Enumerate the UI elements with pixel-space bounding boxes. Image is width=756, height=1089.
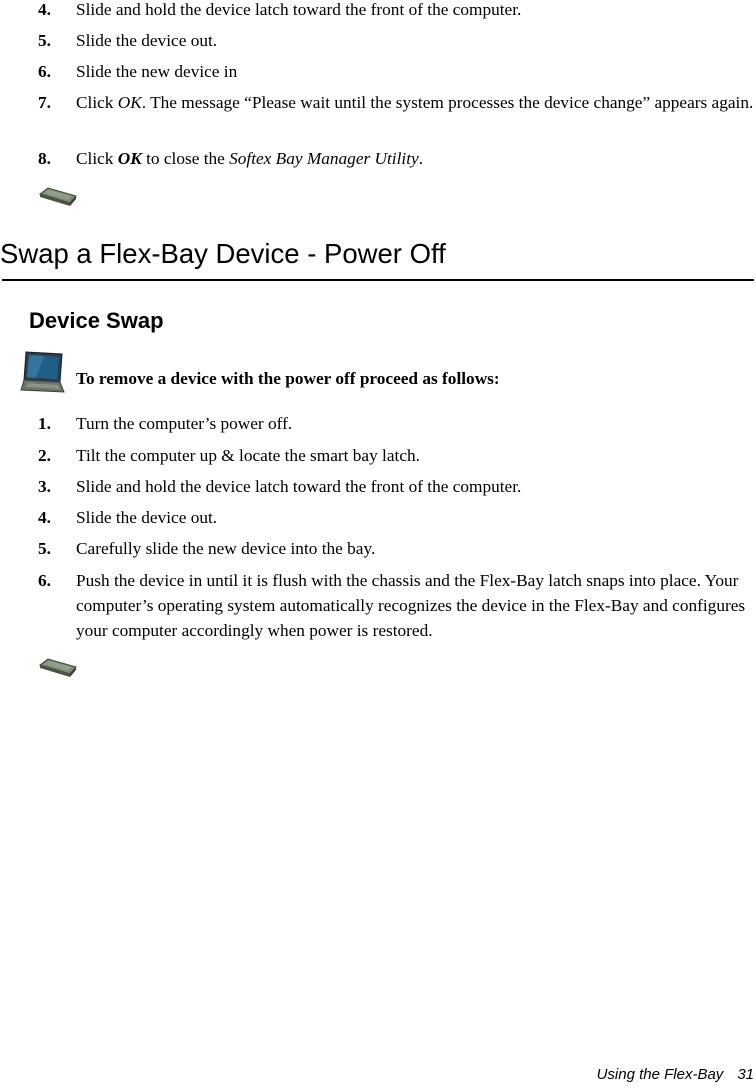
step-text: Tilt the computer up & locate the smart bay latch. [76, 446, 420, 465]
step-number: 7. [38, 93, 51, 112]
step-number: 6. [38, 62, 51, 81]
step-text: Slide and hold the device latch toward the front of the computer. [76, 0, 522, 19]
step-text: Slide the device out. [76, 508, 218, 527]
utility-name: Softex Bay Manager Utility [229, 149, 419, 168]
footer-section-title: Using the Flex-Bay [596, 1066, 724, 1083]
step-number: 5. [38, 31, 51, 50]
step-number: 8. [38, 149, 51, 168]
list-item [38, 568, 754, 643]
step-text-middle: to close the [141, 149, 230, 168]
closed-laptop-icon [38, 656, 78, 680]
list-item [38, 505, 754, 530]
step-text: Slide and hold the device latch toward the front of the computer. [76, 477, 522, 496]
step-number: 6. [38, 571, 51, 590]
step-text-suffix: . [418, 149, 424, 168]
list-item [38, 536, 754, 561]
list-item [38, 90, 754, 115]
page-footer [597, 1065, 754, 1085]
step-text: Slide the new device in [76, 62, 238, 81]
ok-label: OK [117, 93, 142, 112]
step-text: Slide the device out. [76, 31, 218, 50]
step-text: Turn the computer’s power off. [76, 414, 293, 433]
step-number: 4. [38, 0, 51, 19]
list-item [38, 443, 754, 468]
step-text [76, 146, 754, 171]
list-item [38, 411, 754, 436]
step-text [76, 90, 754, 115]
step-number: 2. [38, 446, 51, 465]
step-number: 4. [38, 508, 51, 527]
open-laptop-icon [20, 350, 66, 396]
list-item [38, 0, 754, 22]
step-number: 3. [38, 477, 51, 496]
step-text-rest: . The message “Please wait until the system processes the device change” appears again. [141, 93, 754, 112]
list-item [38, 59, 754, 84]
procedure-intro: To remove a device with the power off proceed as follows: [76, 369, 500, 388]
list-item [38, 474, 754, 499]
closed-laptop-icon [38, 185, 78, 209]
step-text: Push the device in until it is flush with the chassis and the Flex-Bay latch snaps into place. Your computer’s operating system automatically recognizes the device in the Flex-Bay and configures your computer accordingly when power is restored. [76, 571, 746, 640]
step-text-prefix: Click [76, 93, 118, 112]
step-text-prefix: Click [76, 149, 118, 168]
section-title: Swap a Flex-Bay Device - Power Off [0, 238, 446, 269]
list-item [38, 28, 754, 53]
ok-label: OK [117, 149, 142, 168]
list-item [38, 146, 754, 171]
subsection-title: Device Swap [29, 308, 164, 333]
step-number: 5. [38, 539, 51, 558]
section-divider [2, 279, 754, 281]
page-number: 31 [737, 1066, 754, 1083]
step-text: Carefully slide the new device into the bay. [76, 539, 376, 558]
step-number: 1. [38, 414, 51, 433]
